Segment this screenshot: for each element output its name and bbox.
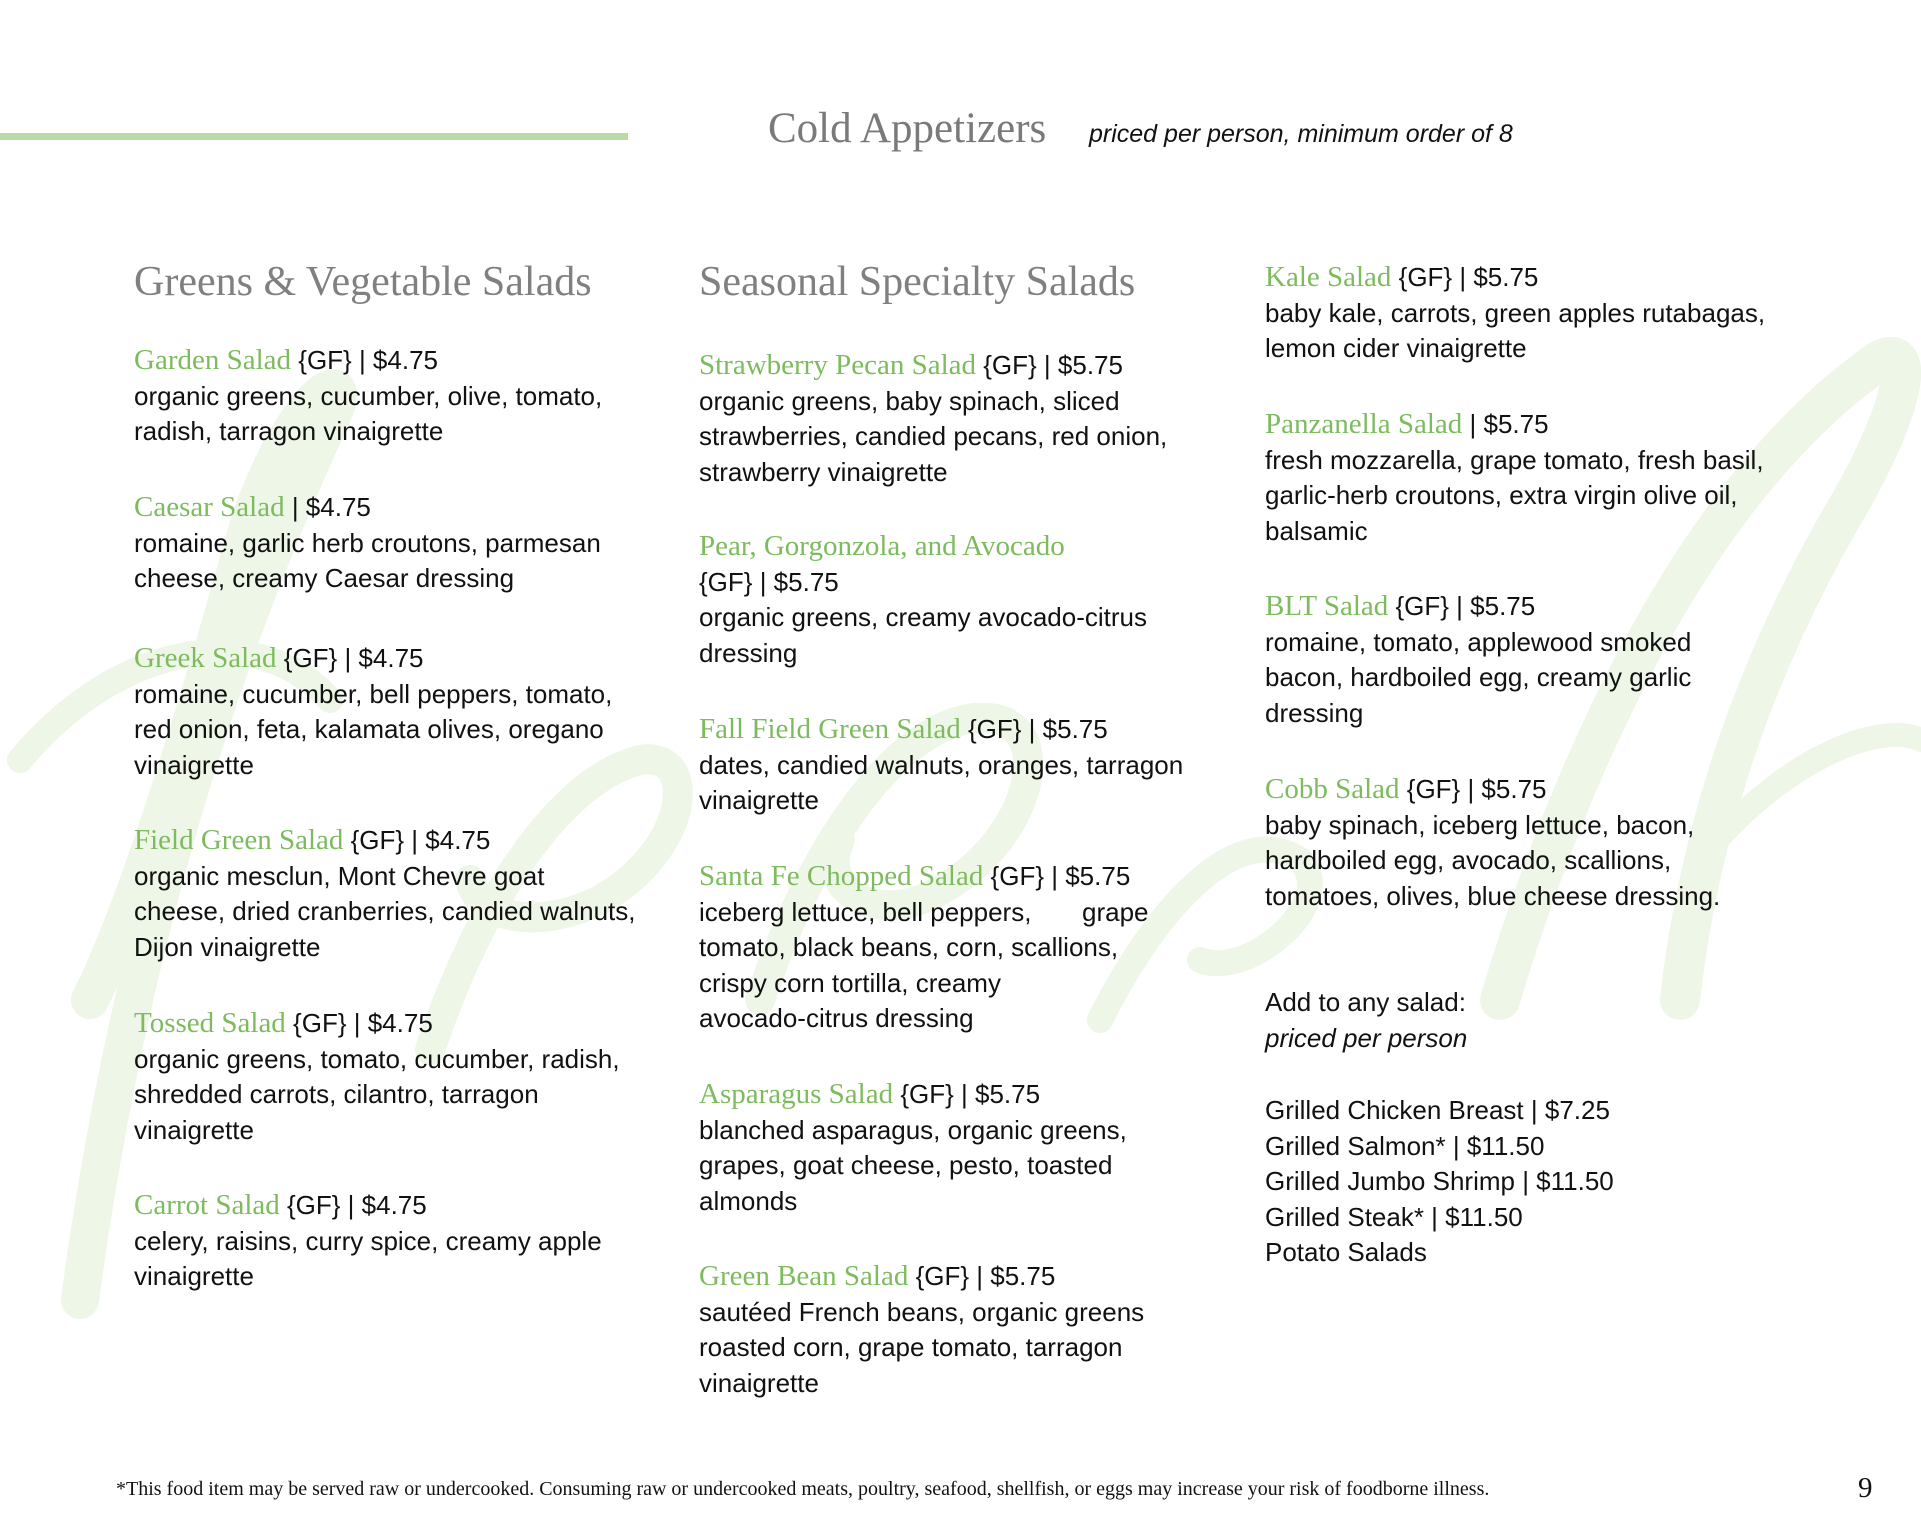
- menu-item-description: tomatoes, olives, blue cheese dressing.: [1265, 880, 1721, 911]
- menu-item-description: celery, raisins, curry spice, creamy apple: [134, 1225, 602, 1256]
- menu-item-price: {GF} | $5.75: [908, 1261, 1056, 1291]
- menu-item-header: [699, 1259, 1239, 1295]
- menu-item-price: | $5.75: [1462, 409, 1549, 439]
- menu-item-description: red onion, feta, kalamata olives, oregano: [134, 714, 604, 744]
- menu-item-description: cheese, creamy Caesar dressing: [134, 563, 515, 593]
- menu-item: [699, 529, 1239, 671]
- menu-item-price: {GF} | $4.75: [291, 345, 438, 375]
- menu-item-description: {GF} | $5.75: [699, 566, 839, 597]
- menu-item-description: strawberries, candied pecans, red onion,: [699, 421, 1168, 451]
- menu-item-name: Caesar Salad: [134, 491, 285, 523]
- menu-item-name: BLT Salad: [1265, 590, 1389, 622]
- menu-item-name: Cobb Salad: [1265, 773, 1400, 805]
- menu-item-description: tomato, black beans, corn, scallions,: [699, 932, 1119, 962]
- menu-item-name: Green Bean Salad: [699, 1260, 909, 1292]
- menu-item-name: Fall Field Green Salad: [699, 713, 961, 745]
- menu-item-header: [134, 490, 674, 526]
- menu-item-name: Strawberry Pecan Salad: [699, 349, 977, 381]
- menu-item-description: dressing: [699, 637, 798, 668]
- menu-item-price: {GF} | $5.75: [893, 1079, 1041, 1109]
- menu-item: [1265, 589, 1805, 731]
- menu-item-price: {GF} | $4.75: [279, 1190, 427, 1220]
- menu-item-description: Dijon vinaigrette: [134, 931, 321, 962]
- menu-item-header: [1265, 407, 1805, 443]
- menu-item-description: bacon, hardboiled egg, creamy garlic: [1265, 662, 1692, 692]
- menu-item-header: [699, 859, 1239, 895]
- menu-item-price: {GF} | $5.75: [1399, 774, 1547, 804]
- menu-item-description: romaine, tomato, applewood smoked: [1265, 626, 1692, 657]
- menu-item: [134, 490, 674, 597]
- menu-item-description: vinaigrette: [699, 1367, 819, 1398]
- menu-item-header: [699, 1077, 1239, 1113]
- menu-item-description: crispy corn tortilla, creamy: [699, 967, 1001, 998]
- menu-item-description: lemon cider vinaigrette: [1265, 333, 1527, 363]
- menu-item-description: vinaigrette: [134, 749, 254, 780]
- menu-item-price: {GF} | $5.75: [1388, 591, 1536, 621]
- menu-item-header: [1265, 260, 1805, 296]
- menu-item-description: strawberry vinaigrette: [699, 456, 948, 487]
- menu-item-name: Tossed Salad: [134, 1007, 286, 1039]
- addons-title: Add to any salad:: [1265, 987, 1466, 1017]
- menu-item-description: vinaigrette: [134, 1261, 254, 1291]
- footer-disclaimer: *This food item may be served raw or undercooked. Consuming raw or undercooked meats, poultry, seafood, shellfish, or eggs may increase your risk of foodborne illness.: [116, 1478, 1490, 1500]
- menu-item-description: roasted corn, grape tomato, tarragon: [699, 1332, 1123, 1362]
- menu-item-description: organic greens, creamy avocado-citrus: [699, 602, 1147, 632]
- menu-item-header: [134, 823, 674, 859]
- menu-item-description: baby kale, carrots, green apples rutabagas,: [1265, 297, 1766, 328]
- page-title: Cold Appetizers: [768, 105, 1047, 152]
- menu-item-description: dressing: [1265, 697, 1364, 728]
- menu-item-name: Garden Salad: [134, 344, 292, 376]
- menu-item-header: [134, 343, 674, 379]
- menu-item-name: Kale Salad: [1265, 261, 1392, 293]
- menu-item: [134, 641, 674, 783]
- menu-item: [1265, 407, 1805, 549]
- menu-item-description: organic greens, baby spinach, sliced: [699, 385, 1120, 416]
- addon-item: Grilled Steak* | $11.50: [1265, 1201, 1523, 1232]
- menu-item-header: [699, 529, 1239, 565]
- menu-item: [1265, 772, 1805, 914]
- menu-item-name: Carrot Salad: [134, 1189, 280, 1221]
- menu-item-name: Field Green Salad: [134, 824, 344, 856]
- menu-item-price: {GF} | $5.75: [983, 861, 1131, 891]
- menu-item: [699, 1259, 1239, 1401]
- menu-item-price: {GF} | $5.75: [960, 714, 1108, 744]
- menu-item-header: [699, 712, 1239, 748]
- menu-item-price: {GF} | $4.75: [343, 825, 491, 855]
- menu-item-description: baby spinach, iceberg lettuce, bacon,: [1265, 809, 1695, 840]
- menu-item-description: organic greens, cucumber, olive, tomato,: [134, 380, 603, 411]
- menu-item-name: Greek Salad: [134, 642, 277, 674]
- menu-item-description: avocado-citrus dressing: [699, 1003, 974, 1033]
- menu-item: [134, 343, 674, 450]
- menu-item-description: radish, tarragon vinaigrette: [134, 416, 444, 446]
- menu-item: [134, 1006, 674, 1148]
- menu-item-description: balsamic: [1265, 515, 1368, 546]
- menu-item-price: {GF} | $5.75: [1391, 262, 1539, 292]
- menu-item: [134, 823, 674, 965]
- menu-item: [1265, 260, 1805, 367]
- page-number: 9: [1858, 1472, 1873, 1504]
- addon-item: Grilled Jumbo Shrimp | $11.50: [1265, 1166, 1614, 1196]
- header-rule: [0, 133, 628, 140]
- menu-item: [699, 859, 1239, 1037]
- menu-item-description: vinaigrette: [134, 1114, 254, 1145]
- menu-item-name: Asparagus Salad: [699, 1078, 894, 1110]
- addons-list: [1265, 1093, 1805, 1271]
- menu-item-header: [134, 1006, 674, 1042]
- menu-item-description: vinaigrette: [699, 785, 819, 815]
- menu-item-description: dates, candied walnuts, oranges, tarragon: [699, 749, 1184, 780]
- menu-item-description: cheese, dried cranberries, candied walnuts,: [134, 896, 636, 926]
- menu-item: [699, 1077, 1239, 1219]
- menu-item-name: Panzanella Salad: [1265, 408, 1463, 440]
- menu-item-header: [1265, 589, 1805, 625]
- menu-item-description: organic greens, tomato, cucumber, radish,: [134, 1043, 620, 1074]
- menu-item: [699, 712, 1239, 819]
- menu-item-header: [134, 1188, 674, 1224]
- addons-note: priced per person: [1265, 1022, 1468, 1053]
- menu-item-price: {GF} | $4.75: [285, 1008, 433, 1038]
- menu-item-description: sautéed French beans, organic greens: [699, 1296, 1145, 1327]
- menu-item-price: {GF} | $5.75: [976, 350, 1123, 380]
- menu-item-price: | $4.75: [284, 492, 371, 522]
- addons-block: [1265, 985, 1805, 1056]
- menu-item-description: grapes, goat cheese, pesto, toasted: [699, 1150, 1113, 1180]
- menu-item-description: fresh mozzarella, grape tomato, fresh basil,: [1265, 444, 1764, 475]
- menu-item-description: shredded carrots, cilantro, tarragon: [134, 1079, 539, 1109]
- menu-item-header: [134, 641, 674, 677]
- section-heading-seasonal: Seasonal Specialty Salads: [699, 259, 1136, 305]
- menu-item: [699, 348, 1239, 490]
- addon-item: Grilled Salmon* | $11.50: [1265, 1130, 1545, 1161]
- page-subtitle: priced per person, minimum order of 8: [1089, 120, 1513, 148]
- menu-item-header: [1265, 772, 1805, 808]
- menu-item-description: romaine, cucumber, bell peppers, tomato,: [134, 678, 613, 709]
- menu-item-description: romaine, garlic herb croutons, parmesan: [134, 527, 601, 558]
- menu-item-description: blanched asparagus, organic greens,: [699, 1114, 1127, 1145]
- menu-item-description: organic mesclun, Mont Chevre goat: [134, 860, 545, 891]
- menu-item-price: {GF} | $4.75: [276, 643, 424, 673]
- menu-item-name: Santa Fe Chopped Salad: [699, 860, 984, 892]
- menu-item-description: hardboiled egg, avocado, scallions,: [1265, 845, 1672, 875]
- addon-item: Potato Salads: [1265, 1237, 1427, 1267]
- section-heading-greens: Greens & Vegetable Salads: [134, 259, 592, 305]
- menu-item-name: Pear, Gorgonzola, and Avocado: [699, 530, 1065, 562]
- addon-item: Grilled Chicken Breast | $7.25: [1265, 1095, 1610, 1125]
- menu-item-description: garlic-herb croutons, extra virgin olive oil,: [1265, 480, 1738, 510]
- menu-item: [134, 1188, 674, 1295]
- menu-item-description: almonds: [699, 1185, 798, 1216]
- menu-item-description: iceberg lettuce, bell peppers, grape: [699, 896, 1149, 927]
- menu-item-header: [699, 348, 1239, 384]
